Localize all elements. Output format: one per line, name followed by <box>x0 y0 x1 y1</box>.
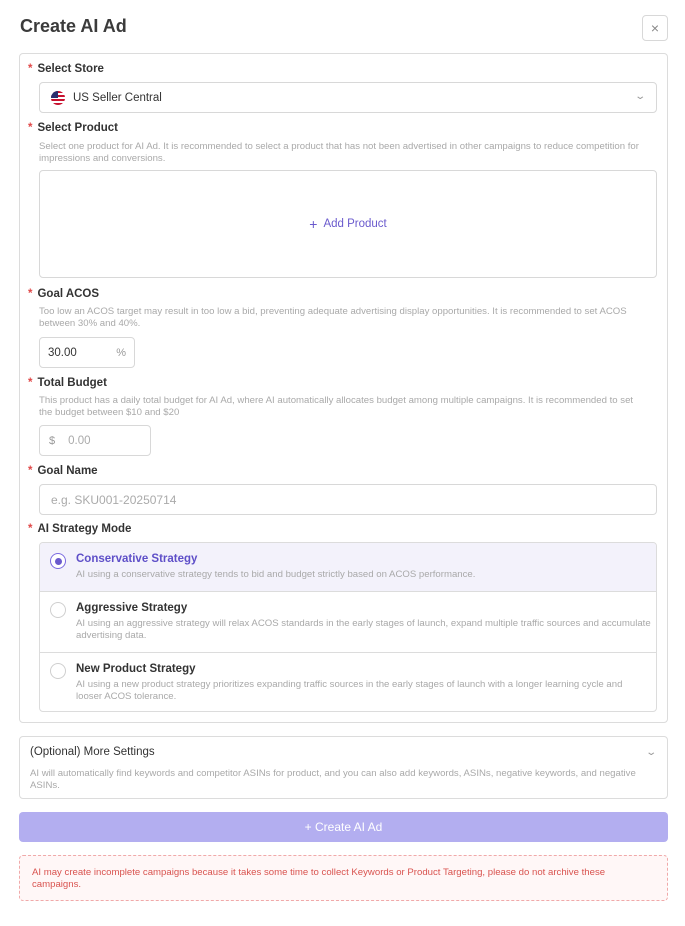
total-budget-placeholder: 0.00 <box>68 434 91 447</box>
add-product-label: Add Product <box>323 218 387 230</box>
goal-name-placeholder: e.g. SKU001-20250714 <box>51 492 177 507</box>
strategy-list <box>39 542 657 712</box>
goal-acos-label: * Goal ACOS <box>28 288 100 300</box>
strategy-option-conservative[interactable] <box>40 543 656 592</box>
more-settings-panel[interactable] <box>19 736 668 799</box>
currency-symbol: $ <box>49 434 56 447</box>
strategy-option-aggressive[interactable] <box>40 592 656 653</box>
strategy-description: AI using a conservative strategy tends to bid and budget strictly based on ACOS performance. <box>76 569 476 580</box>
total-budget-description: This product has a daily total budget for AI Ad, where AI automatically allocates budget among multiple campaigns. It is recommended to set the budget between $10 and $20 <box>39 395 634 418</box>
store-value: US Seller Central <box>73 91 162 104</box>
goal-acos-input[interactable] <box>39 337 135 368</box>
required-mark: * <box>28 288 33 300</box>
close-icon: × <box>650 20 660 36</box>
select-store-label: * Select Store <box>28 63 104 75</box>
chevron-down-icon: ⌄ <box>644 747 657 758</box>
strategy-title: Conservative Strategy <box>76 553 198 565</box>
product-drop-area <box>39 170 657 278</box>
required-mark: * <box>28 523 33 535</box>
goal-name-input[interactable] <box>39 484 657 515</box>
total-budget-label: * Total Budget <box>28 377 107 389</box>
warning-notice <box>19 855 668 901</box>
page-title: Create AI Ad <box>20 16 127 36</box>
select-product-description: Select one product for AI Ad. It is recommended to select a product that has not been advertised in other campaigns to reduce competition for impressions and conversions. <box>39 141 639 164</box>
us-flag-icon <box>51 91 65 105</box>
store-select[interactable] <box>39 82 657 113</box>
radio-button[interactable] <box>50 602 66 618</box>
close-button[interactable] <box>642 15 668 41</box>
strategy-mode-label: * AI Strategy Mode <box>28 523 132 535</box>
required-mark: * <box>28 122 33 134</box>
warning-text: AI may create incomplete campaigns because it takes some time to collect Keywords or Product Targeting, please do not archive these campaigns. <box>32 867 606 890</box>
strategy-option-new-product[interactable] <box>40 653 656 712</box>
goal-acos-description: Too low an ACOS target may result in too low a bid, preventing adequate advertising display opportunities. It is recommended to set ACOS between 30% and 40%. <box>39 306 627 329</box>
goal-acos-value: 30.00 <box>48 346 77 359</box>
strategy-title: Aggressive Strategy <box>76 602 188 614</box>
radio-button[interactable] <box>50 663 66 679</box>
add-product-button[interactable] <box>309 216 386 232</box>
percent-unit: % <box>116 346 126 359</box>
create-ai-ad-button[interactable]: + Create AI Ad <box>19 812 668 842</box>
chevron-down-icon: ⌄ <box>633 91 646 102</box>
radio-button[interactable] <box>50 553 66 569</box>
required-mark: * <box>28 465 33 477</box>
required-mark: * <box>28 377 33 389</box>
select-product-label: * Select Product <box>28 122 119 134</box>
goal-name-label: * Goal Name <box>28 465 98 477</box>
total-budget-input[interactable] <box>39 425 151 456</box>
plus-icon: + <box>309 216 318 232</box>
strategy-description: AI using an aggressive strategy will relax ACOS standards in the early stages of launch, expand multiple traffic sources and accumulate advertising data. <box>76 618 651 641</box>
more-settings-title: (Optional) More Settings <box>30 746 155 758</box>
strategy-description: AI using a new product strategy prioritizes expanding traffic sources in the early stages of launch with a longer learning cycle and looser ACOS tolerance. <box>76 679 623 702</box>
more-settings-description: AI will automatically find keywords and competitor ASINs for product, and you can also add keywords, ASINs, negative keywords, and negative ASINs. <box>30 768 636 791</box>
strategy-title: New Product Strategy <box>76 663 196 675</box>
required-mark: * <box>28 63 33 75</box>
